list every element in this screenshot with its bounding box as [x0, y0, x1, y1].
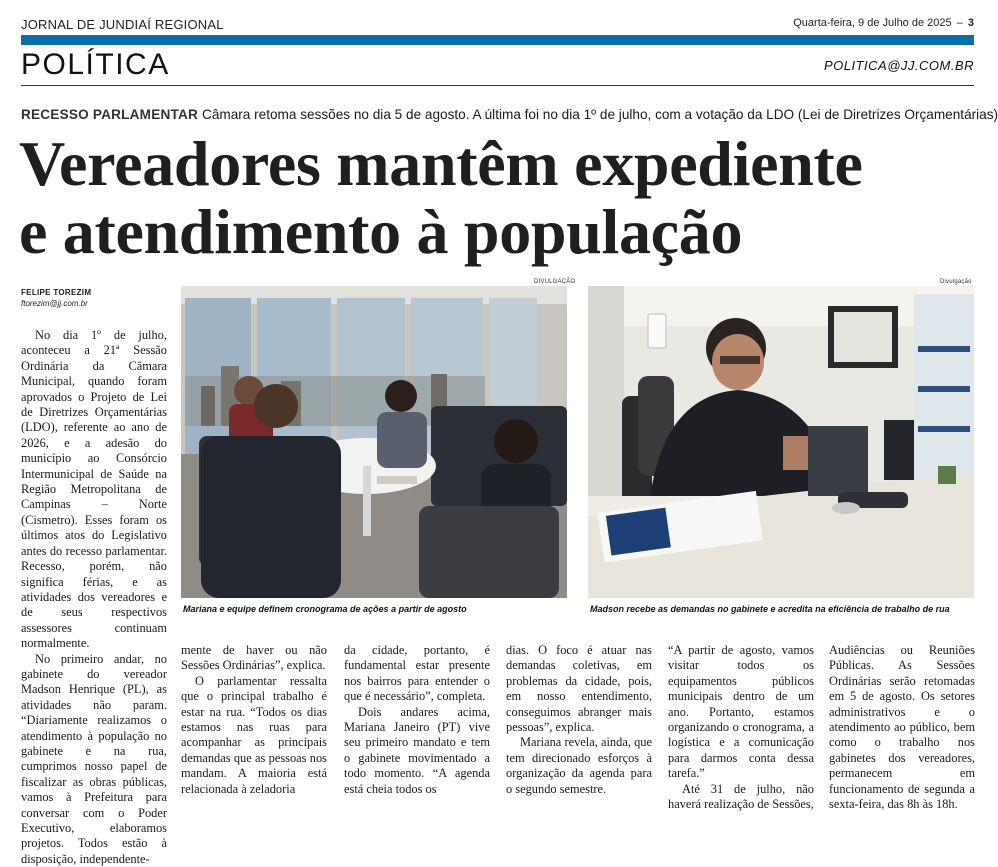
- headline: [19, 130, 979, 266]
- paragraph: Mariana revela, ainda, que tem direcionado esforços à organização da agenda para o segundo semestre.: [506, 735, 652, 796]
- issue-date: Quarta-feira, 9 de Julho de 2025: [793, 17, 952, 29]
- headline-line-1: Vereadores mantêm expediente: [19, 128, 863, 199]
- headline-line-2: e atendimento à população: [19, 196, 743, 267]
- section-title: POLÍTICA: [21, 48, 170, 81]
- article-column-4: [506, 643, 652, 797]
- paragraph: mente de haver ou não Sessões Ordinárias”, explica.: [181, 643, 327, 673]
- paragraph: “A partir de agosto, vamos visitar todos os equipamentos públicos municipais dentro de um ano. Portanto, estamos organizando o cronograma, a logística e a comunicação para darmos conta dessa tarefa.”: [668, 643, 814, 781]
- article-column-5: [668, 643, 814, 812]
- issue-date-line: Quarta-feira, 9 de Julho de 2025 – 3: [793, 17, 974, 29]
- author-name: FELIPE TOREZIM: [21, 288, 92, 297]
- photo-credit: DIVULGAÇÃO: [534, 279, 576, 285]
- paragraph: Audiências ou Reuniões Públicas. As Sessões Ordinárias serão retomadas em 5 de agosto. Os setores administrativos e o atendimento ao público, bem como o trabalho nos gabinetes dos vereadores, permanecem em funcionamento de segunda a sexta-feira, das 8h às 18h.: [829, 643, 975, 812]
- article-column-3: [344, 643, 490, 797]
- page-number: 3: [967, 17, 974, 29]
- kicker-text: Câmara retoma sessões no dia 5 de agosto. A última foi no dia 1º de julho, com a votação da LDO (Lei de Diretrizes Orçamentárias): [202, 107, 998, 122]
- article-column-6: [829, 643, 975, 812]
- meeting-photo: [181, 286, 567, 598]
- article-column-1: [21, 328, 167, 867]
- paragraph: Até 31 de julho, não haverá realização de Sessões,: [668, 781, 814, 812]
- author-email: ftorezim@jj.com.br: [21, 299, 88, 308]
- paragraph: Dois andares acima, Mariana Janeiro (PT) vive seu primeiro mandato e tem o gabinete movimentado a todo momento. “A agenda está cheia todos os: [344, 704, 490, 796]
- photo-credit: Divulgação: [940, 279, 972, 285]
- article-column-2: [181, 643, 327, 797]
- photo-caption: Madson recebe as demandas no gabinete e acredita na eficiência de trabalho de rua: [590, 604, 950, 614]
- photo-caption: Mariana e equipe definem cronograma de ações a partir de agosto: [183, 604, 467, 614]
- section-divider: [21, 85, 974, 86]
- kicker: [21, 107, 998, 122]
- office-photo: [588, 286, 974, 598]
- header-accent-bar: [21, 35, 974, 45]
- paragraph: No primeiro andar, no gabinete do vereador Madson Henrique (PL), as atividades não param. “Diariamente realizamos o atendimento à população no gabinete e na rua, cumprimos nosso papel de fiscalizar as obras públicas, vamos à Prefeitura para conversar com o Poder Executivo, elaboramos projetos. Todos estão à disposição, independente-: [21, 651, 167, 866]
- section-email: POLITICA@JJ.COM.BR: [823, 58, 974, 73]
- paragraph: dias. O foco é atuar nas demandas coletivas, em problemas da cidade, pois, em nosso entendimento, conseguimos abranger mais pessoas”, explica.: [506, 643, 652, 735]
- paragraph: No dia 1º de julho, aconteceu a 21ª Sessão Ordinária da Câmara Municipal, quando foram aprovados o Projeto de Lei de Diretrizes Orçamentárias (LDO), referente ao ano de 2026, e a adesão do município ao Consórcio Intermunicipal de Saúde na Região Metropolitana de Campinas – Norte (Cismetro). Esses foram os últimos atos do Legislativo antes do recesso parlamentar. Recesso, porém, não significa férias, e as atividades dos vereadores e de seus respectivos assessores continuam normalmente.: [21, 328, 167, 651]
- kicker-label: RECESSO PARLAMENTAR: [21, 107, 198, 122]
- publication-name: JORNAL DE JUNDIAÍ REGIONAL: [21, 17, 224, 32]
- paragraph: da cidade, portanto, é fundamental estar presente nos bairros para entender o que é necessário”, completa.: [344, 643, 490, 704]
- paragraph: O parlamentar ressalta que o principal trabalho é estar na rua. “Todos os dias estamos nas ruas para acompanhar as principais demandas que as pessoas nos mandam. A maioria está relacionada à zeladoria: [181, 673, 327, 796]
